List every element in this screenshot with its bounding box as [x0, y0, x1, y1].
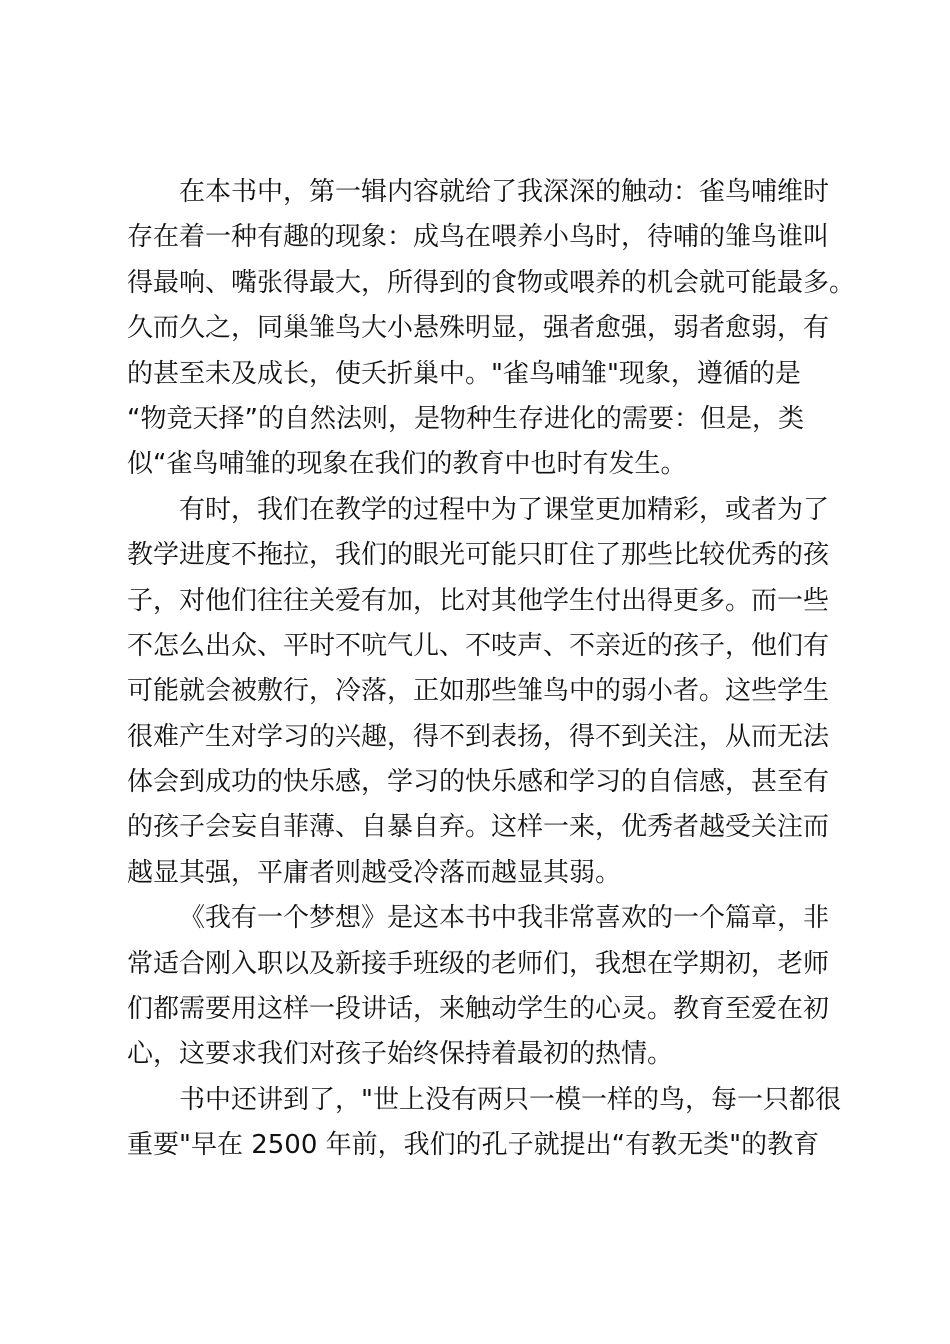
text-line: 的甚至未及成长，使夭折巢中。"雀鸟哺雏"现象，遵循的是: [127, 358, 801, 389]
text-line: 久而久之，同巢雏鸟大小悬殊明显，强者愈强，弱者愈弱，有: [127, 313, 830, 344]
text-line: 不怎么出众、平时不吭气儿、不吱声、不亲近的孩子，他们有: [127, 630, 830, 661]
body-text: [127, 170, 856, 1169]
text-line: 可能就会被敷行，冷落，正如那些雏鸟中的弱小者。这些学生: [127, 676, 830, 707]
text-line: 越显其强，平庸者则越受冷落而越显其弱。: [127, 857, 622, 888]
text-line: 子，对他们往往关爱有加，比对其他学生付出得更多。而一些: [127, 585, 830, 616]
text-line: 在本书中，第一辑内容就给了我深深的触动：雀鸟哺维时: [179, 177, 830, 207]
text-line: 心，这要求我们对孩子始终保持着最初的热情。: [127, 1039, 674, 1070]
text-line: 教学进度不拖拉，我们的眼光可能只盯住了那些比较优秀的孩: [127, 540, 830, 571]
text-line: 们都需要用这样一段讲话，来触动学生的心灵。教育至爱在初: [127, 994, 830, 1025]
text-line: 得最响、嘴张得最大，所得到的食物或喂养的机会就可能最多。: [127, 267, 856, 298]
text-line: 有时，我们在教学的过程中为了课堂更加精彩，或者为了: [179, 494, 830, 525]
text-line: 常适合刚入职以及新接手班级的老师们，我想在学期初，老师: [127, 948, 830, 979]
text-line: 存在着一种有趣的现象：成鸟在喂养小鸟时，待哺的雏鸟谁叫: [127, 222, 830, 253]
text-line: 体会到成功的快乐感，学习的快乐感和学习的自信感，甚至有: [127, 767, 830, 798]
text-line: 重要"早在 2500 年前，我们的孔子就提出“有教无类"的教育: [127, 1130, 820, 1161]
text-line: 的孩子会妄自菲薄、自暴自弃。这样一来，优秀者越受关注而: [127, 812, 830, 843]
text-line: 很难产生对学习的兴趣，得不到表扬，得不到关注，从而无法: [127, 721, 830, 752]
text-line: 似“雀鸟哺雏的现象在我们的教育中也时有发生。: [127, 449, 687, 480]
text-line: 书中还讲到了，"世上没有两只一模一样的鸟，每一只都很: [179, 1084, 841, 1115]
text-line: 《我有一个梦想》是这本书中我非常喜欢的一个篇章，非: [179, 903, 830, 934]
text-line: “物竞天择”的自然法则，是物种生存进化的需要：但是，类: [127, 403, 804, 434]
